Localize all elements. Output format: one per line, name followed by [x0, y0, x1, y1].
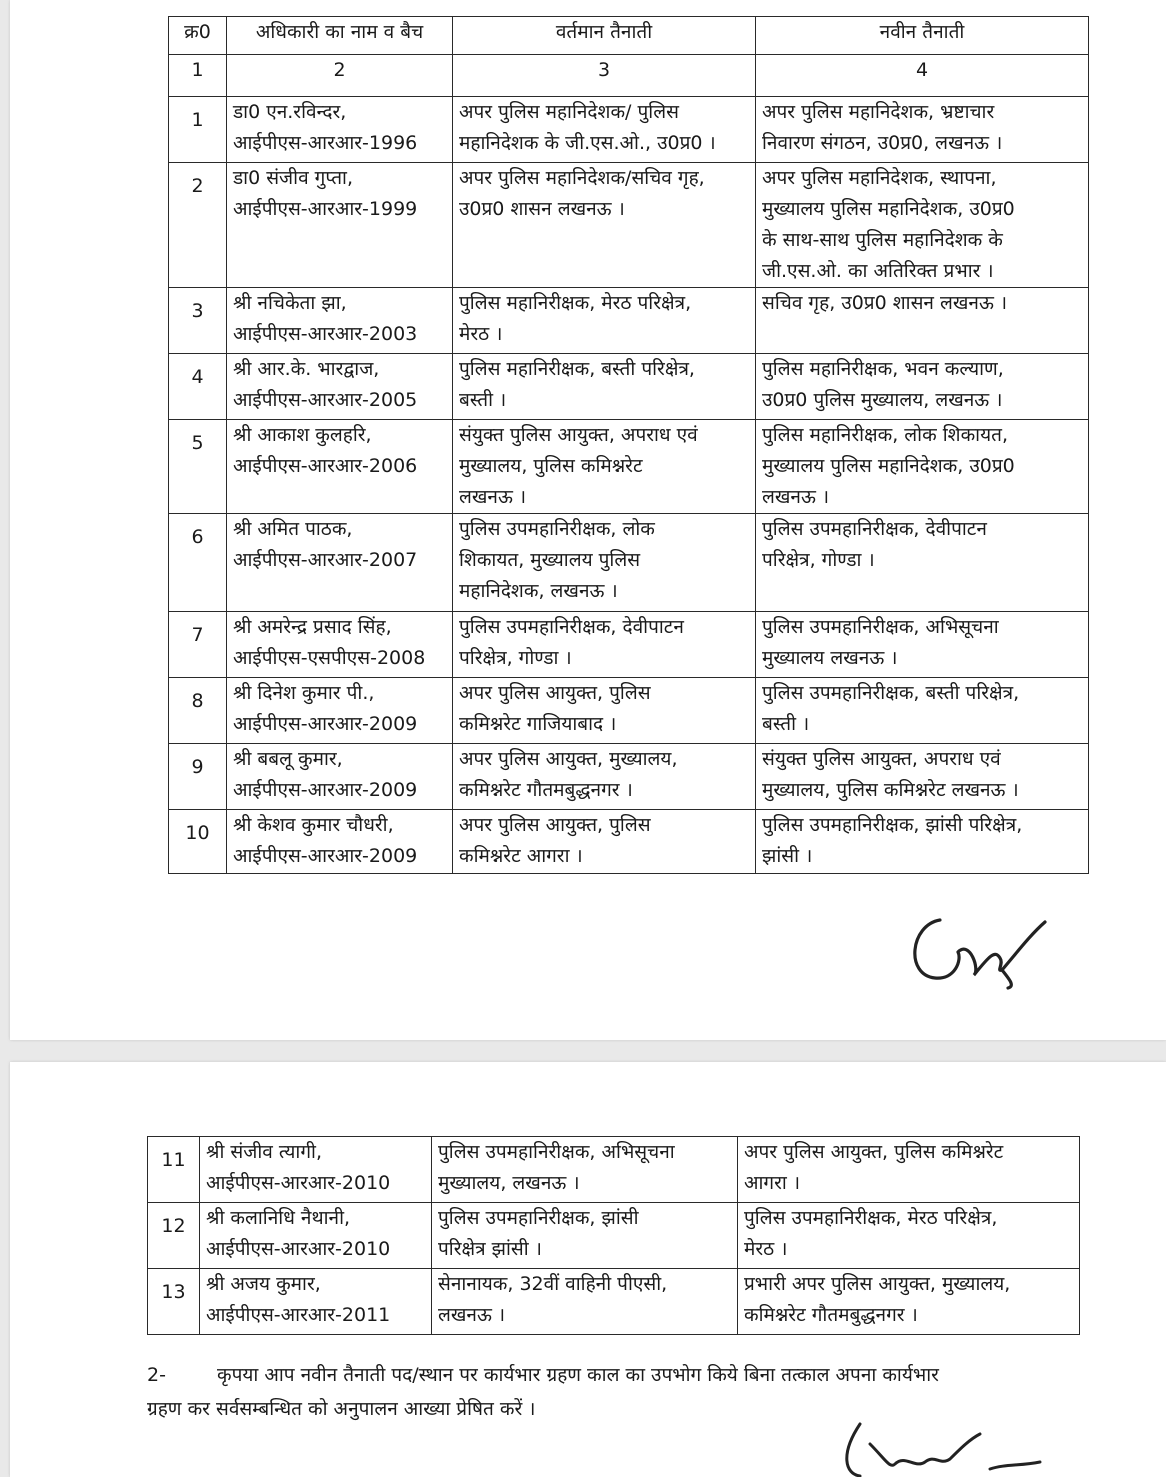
officer-batch: आईपीएस-आरआर-2009 [233, 845, 418, 867]
new-posting-cell [756, 612, 1089, 678]
serial-number: 7 [191, 624, 204, 646]
header-current-posting: वर्तमान तैनाती [453, 17, 756, 55]
serial-number-cell [169, 612, 227, 678]
officer-batch: आईपीएस-आरआर-1999 [233, 198, 418, 220]
header-serial: क्र0 [169, 17, 227, 55]
new-posting-line: उ0प्र0 पुलिस मुख्यालय, लखनऊ । [762, 389, 1003, 411]
officer-batch: आईपीएस-एसपीएस-2008 [233, 647, 426, 669]
officer-name: श्री आकाश कुलहरि, [233, 424, 372, 446]
new-posting-cell [756, 514, 1089, 612]
new-posting-cell [756, 420, 1089, 514]
officer-name: श्री संजीव त्यागी, [206, 1141, 322, 1163]
new-posting-line: पुलिस उपमहानिरीक्षक, बस्ती परिक्षेत्र, [762, 682, 1020, 704]
current-posting-cell [453, 288, 756, 354]
current-posting-cell [453, 810, 756, 874]
table-row [148, 1203, 1080, 1269]
officer-cell [200, 1137, 432, 1203]
current-posting-cell [432, 1203, 738, 1269]
officer-name: श्री आर.के. भारद्वाज, [233, 358, 380, 380]
new-posting-line: परिक्षेत्र, गोण्डा । [762, 549, 875, 571]
current-posting-line: पुलिस उपमहानिरीक्षक, देवीपाटन [459, 616, 684, 638]
officer-batch: आईपीएस-आरआर-2011 [206, 1304, 391, 1326]
new-posting-line: मुख्यालय पुलिस महानिदेशक, उ0प्र0 [762, 198, 1015, 220]
new-posting-cell [756, 97, 1089, 163]
serial-number: 8 [191, 690, 204, 712]
officer-cell [227, 514, 453, 612]
current-posting-line: मेरठ । [459, 323, 503, 345]
current-posting-line: अपर पुलिस आयुक्त, पुलिस [459, 814, 651, 836]
transfer-table-page-2 [147, 1136, 1080, 1335]
table-row [169, 514, 1089, 612]
new-posting-cell [738, 1203, 1080, 1269]
new-posting-line: के साथ-साथ पुलिस महानिदेशक के [762, 229, 1003, 251]
serial-number: 4 [191, 366, 204, 388]
current-posting-line: बस्ती । [459, 389, 507, 411]
transfer-table-page-1 [168, 16, 1089, 874]
new-posting-line: पुलिस उपमहानिरीक्षक, अभिसूचना [762, 616, 999, 638]
serial-number-cell [169, 420, 227, 514]
current-posting-line: लखनऊ । [459, 486, 527, 508]
column-number: 1 [169, 55, 227, 97]
new-posting-line: बस्ती । [762, 713, 810, 735]
table-row [169, 97, 1089, 163]
new-posting-line: अपर पुलिस आयुक्त, पुलिस कमिश्नरेट [744, 1141, 1004, 1163]
serial-number-cell [169, 97, 227, 163]
current-posting-line: कमिश्नरेट गाजियाबाद । [459, 713, 617, 735]
officer-batch: आईपीएस-आरआर-1996 [233, 132, 418, 154]
new-posting-line: प्रभारी अपर पुलिस आयुक्त, मुख्यालय, [744, 1273, 1011, 1295]
officer-name: श्री बबलू कुमार, [233, 748, 343, 770]
serial-number-cell [169, 514, 227, 612]
serial-number-cell [148, 1269, 200, 1335]
signature-image-2 [830, 1414, 1060, 1477]
new-posting-cell [738, 1269, 1080, 1335]
current-posting-line: कमिश्नरेट गौतमबुद्धनगर । [459, 779, 633, 801]
column-number: 2 [227, 55, 453, 97]
new-posting-line: कमिश्नरेट गौतमबुद्धनगर । [744, 1304, 918, 1326]
document-page-2 [10, 1062, 1166, 1477]
current-posting-line: शिकायत, मुख्यालय पुलिस [459, 549, 641, 571]
table-row [169, 420, 1089, 514]
officer-cell [200, 1203, 432, 1269]
current-posting-cell [453, 163, 756, 288]
serial-number-cell [169, 354, 227, 420]
officer-cell [227, 810, 453, 874]
current-posting-line: पुलिस उपमहानिरीक्षक, लोक [459, 518, 655, 540]
officer-cell [227, 354, 453, 420]
current-posting-cell [453, 612, 756, 678]
current-posting-cell [453, 744, 756, 810]
serial-number: 10 [185, 822, 210, 844]
officer-cell [227, 420, 453, 514]
current-posting-line: संयुक्त पुलिस आयुक्त, अपराध एवं [459, 424, 698, 446]
current-posting-cell [432, 1137, 738, 1203]
header-officer: अधिकारी का नाम व बैच [227, 17, 453, 55]
table-row [169, 678, 1089, 744]
officer-name: श्री अमरेन्द्र प्रसाद सिंह, [233, 616, 392, 638]
current-posting-line: अपर पुलिस महानिदेशक/सचिव गृह, [459, 167, 705, 189]
signature-image [900, 900, 1060, 990]
current-posting-line: लखनऊ । [438, 1304, 506, 1326]
current-posting-line: पुलिस उपमहानिरीक्षक, अभिसूचना [438, 1141, 675, 1163]
new-posting-cell [756, 288, 1089, 354]
officer-batch: आईपीएस-आरआर-2010 [206, 1238, 391, 1260]
current-posting-line: अपर पुलिस आयुक्त, मुख्यालय, [459, 748, 678, 770]
serial-number: 13 [161, 1281, 186, 1303]
header-row [169, 17, 1089, 55]
serial-number: 12 [161, 1215, 186, 1237]
current-posting-line: कमिश्नरेट आगरा । [459, 845, 583, 867]
current-posting-line: अपर पुलिस महानिदेशक/ पुलिस [459, 101, 679, 123]
current-posting-cell [453, 420, 756, 514]
serial-number: 6 [191, 526, 204, 548]
serial-number: 1 [191, 109, 204, 131]
officer-cell [227, 612, 453, 678]
officer-cell [227, 163, 453, 288]
paragraph-line-1: कृपया आप नवीन तैनाती पद/स्थान पर कार्यभार ग्रहण काल का उपभोग किये बिना तत्काल अपना कार्यभार [217, 1364, 939, 1386]
current-posting-line: मुख्यालय, लखनऊ । [438, 1172, 580, 1194]
serial-number-cell [169, 163, 227, 288]
officer-name: श्री नचिकेता झा, [233, 292, 347, 314]
officer-cell [227, 288, 453, 354]
new-posting-line: मेरठ । [744, 1238, 788, 1260]
new-posting-line: सचिव गृह, उ0प्र0 शासन लखनऊ । [762, 292, 1008, 314]
current-posting-line: मुख्यालय, पुलिस कमिश्नरेट [459, 455, 643, 477]
serial-number-cell [169, 678, 227, 744]
new-posting-line: जी.एस.ओ. का अतिरिक्त प्रभार । [762, 260, 994, 282]
table-row [169, 288, 1089, 354]
column-number: 4 [756, 55, 1089, 97]
new-posting-line: मुख्यालय पुलिस महानिदेशक, उ0प्र0 [762, 455, 1015, 477]
officer-name: श्री दिनेश कुमार पी., [233, 682, 375, 704]
current-posting-cell [432, 1269, 738, 1335]
new-posting-line: पुलिस महानिरीक्षक, भवन कल्याण, [762, 358, 1004, 380]
table-row [169, 612, 1089, 678]
new-posting-cell [756, 744, 1089, 810]
officer-cell [227, 678, 453, 744]
new-posting-line: पुलिस उपमहानिरीक्षक, मेरठ परिक्षेत्र, [744, 1207, 998, 1229]
new-posting-cell [756, 810, 1089, 874]
officer-name: श्री अमित पाठक, [233, 518, 353, 540]
current-posting-line: उ0प्र0 शासन लखनऊ । [459, 198, 625, 220]
officer-cell [227, 744, 453, 810]
new-posting-cell [738, 1137, 1080, 1203]
current-posting-line: पुलिस उपमहानिरीक्षक, झांसी [438, 1207, 639, 1229]
serial-number-cell [169, 288, 227, 354]
new-posting-line: मुख्यालय लखनऊ । [762, 647, 898, 669]
header-new-posting: नवीन तैनाती [756, 17, 1089, 55]
new-posting-line: मुख्यालय, पुलिस कमिश्नरेट लखनऊ । [762, 779, 1019, 801]
paragraph-marker: 2- [147, 1364, 166, 1386]
current-posting-cell [453, 97, 756, 163]
serial-number-cell [169, 810, 227, 874]
current-posting-cell [453, 678, 756, 744]
current-posting-line: परिक्षेत्र, गोण्डा । [459, 647, 572, 669]
new-posting-line: पुलिस उपमहानिरीक्षक, झांसी परिक्षेत्र, [762, 814, 1023, 836]
column-number: 3 [453, 55, 756, 97]
officer-batch: आईपीएस-आरआर-2005 [233, 389, 418, 411]
serial-number-cell [169, 744, 227, 810]
officer-cell [227, 97, 453, 163]
officer-batch: आईपीएस-आरआर-2010 [206, 1172, 391, 1194]
current-posting-cell [453, 354, 756, 420]
current-posting-line: महानिदेशक के जी.एस.ओ., उ0प्र0 । [459, 132, 716, 154]
column-number-row [169, 55, 1089, 97]
current-posting-line: अपर पुलिस आयुक्त, पुलिस [459, 682, 651, 704]
paragraph-line-2: ग्रहण कर सर्वसम्बन्धित को अनुपालन आख्या प्रेषित करें । [147, 1398, 536, 1420]
table-row [169, 163, 1089, 288]
new-posting-cell [756, 354, 1089, 420]
serial-number-cell [148, 1203, 200, 1269]
officer-name: श्री कलानिधि नैथानी, [206, 1207, 351, 1229]
officer-name: डा0 एन.रविन्दर, [233, 101, 347, 123]
new-posting-line: अपर पुलिस महानिदेशक, भ्रष्टाचार [762, 101, 995, 123]
new-posting-cell [756, 678, 1089, 744]
serial-number: 2 [191, 175, 204, 197]
serial-number: 5 [191, 432, 204, 454]
current-posting-line: पुलिस महानिरीक्षक, मेरठ परिक्षेत्र, [459, 292, 692, 314]
new-posting-line: लखनऊ । [762, 486, 830, 508]
new-posting-line: संयुक्त पुलिस आयुक्त, अपराध एवं [762, 748, 1001, 770]
officer-batch: आईपीएस-आरआर-2009 [233, 779, 418, 801]
table-row [169, 354, 1089, 420]
serial-number: 9 [191, 756, 204, 778]
new-posting-cell [756, 163, 1089, 288]
current-posting-line: परिक्षेत्र झांसी । [438, 1238, 542, 1260]
current-posting-cell [453, 514, 756, 612]
officer-cell [200, 1269, 432, 1335]
new-posting-line: झांसी । [762, 845, 813, 867]
officer-batch: आईपीएस-आरआर-2006 [233, 455, 418, 477]
table-row [169, 744, 1089, 810]
current-posting-line: पुलिस महानिरीक्षक, बस्ती परिक्षेत्र, [459, 358, 695, 380]
officer-batch: आईपीएस-आरआर-2007 [233, 549, 418, 571]
officer-batch: आईपीएस-आरआर-2009 [233, 713, 418, 735]
document-page-1 [10, 0, 1166, 1040]
current-posting-line: महानिदेशक, लखनऊ । [459, 580, 618, 602]
new-posting-line: आगरा । [744, 1172, 801, 1194]
officer-name: डा0 संजीव गुप्ता, [233, 167, 354, 189]
new-posting-line: निवारण संगठन, उ0प्र0, लखनऊ । [762, 132, 1003, 154]
officer-name: श्री अजय कुमार, [206, 1273, 321, 1295]
serial-number: 11 [161, 1149, 186, 1171]
serial-number: 3 [191, 300, 204, 322]
new-posting-line: पुलिस उपमहानिरीक्षक, देवीपाटन [762, 518, 987, 540]
current-posting-line: सेनानायक, 32वीं वाहिनी पीएसी, [438, 1273, 668, 1295]
table-row [169, 810, 1089, 874]
serial-number-cell [148, 1137, 200, 1203]
officer-name: श्री केशव कुमार चौधरी, [233, 814, 394, 836]
new-posting-line: पुलिस महानिरीक्षक, लोक शिकायत, [762, 424, 1008, 446]
table-row [148, 1137, 1080, 1203]
officer-batch: आईपीएस-आरआर-2003 [233, 323, 418, 345]
table-row [148, 1269, 1080, 1335]
new-posting-line: अपर पुलिस महानिदेशक, स्थापना, [762, 167, 997, 189]
